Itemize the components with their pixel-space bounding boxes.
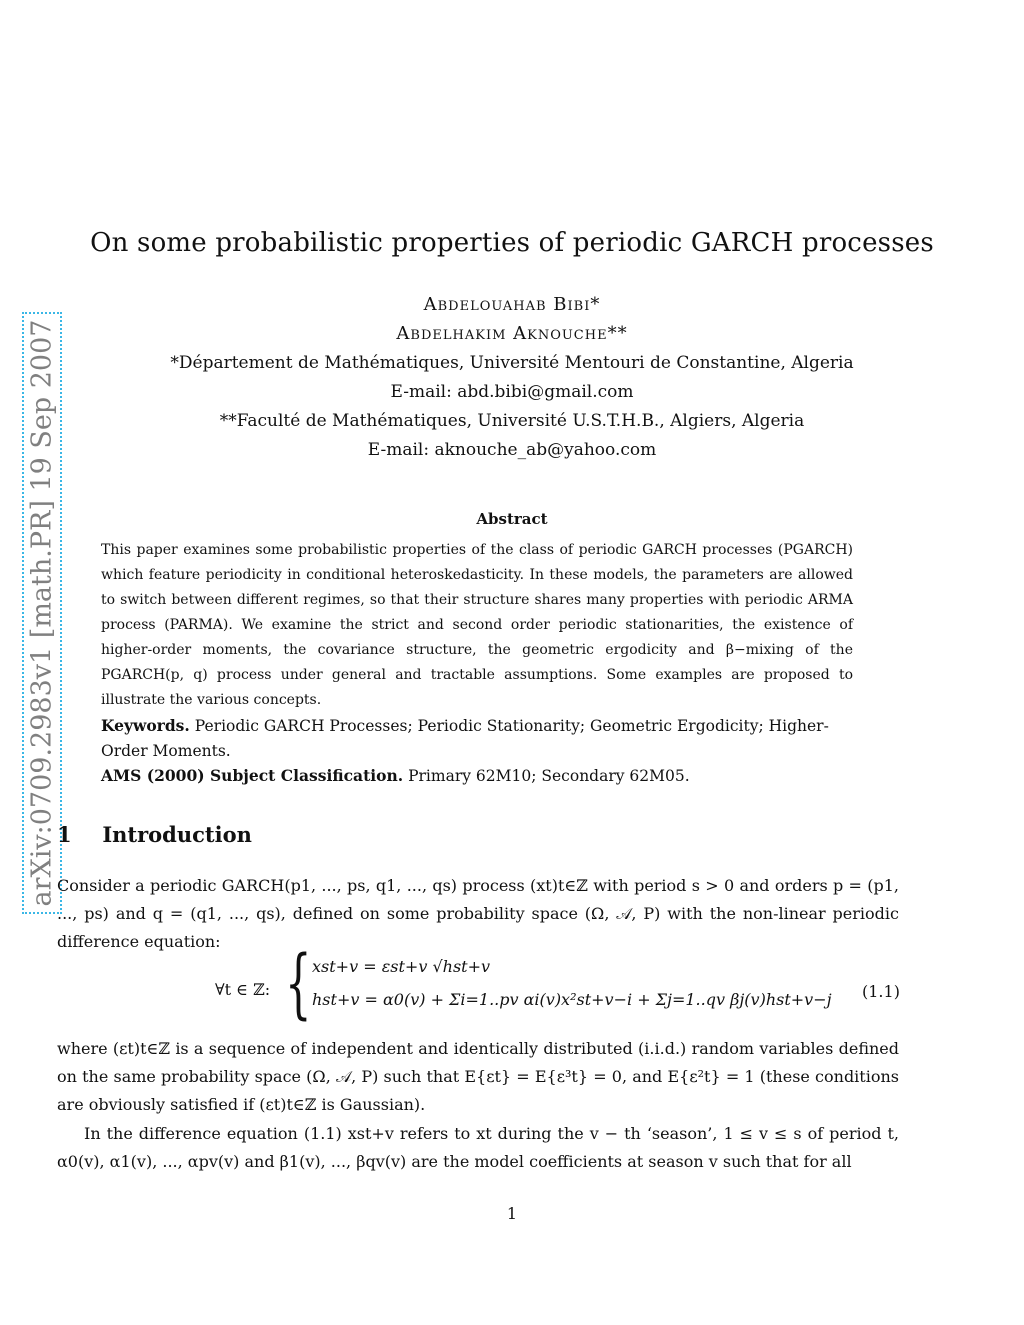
equation-line-2: hst+v = α0(v) + Σi=1..pv αi(v)x²st+v−i + Σj=1..qv βj(v)hst+v−j [312, 990, 832, 1009]
abstract-text: This paper examines some probabilistic properties of the class of periodic GARCH processes (PGARCH) which feature periodicity in conditional heteroskedasticity. In these models, the parameters are allowed to switch between different regimes, so that their structure shares many properties with periodic ARMA process (PARMA). We examine the strict and second order periodic stationarities, the existence of higher-order moments, the covariance structure, the geometric ergodicity and β−mixing of the PGARCH(p, q) process under general and tractable assumptions. Some examples are proposed to illustrate the various concepts. [101, 542, 853, 708]
equation-tag: (1.1) [862, 982, 900, 1001]
eq-forall: ∀t ∈ ℤ: [215, 980, 271, 999]
equation-brace: { [285, 938, 312, 1027]
keywords-label: Keywords. [101, 716, 190, 735]
email-1: E-mail: abd.bibi@gmail.com [390, 382, 634, 402]
section-title: Introduction [102, 822, 252, 847]
arxiv-stamp-text: arXiv:0709.2983v1 [math.PR] 19 Sep 2007 [26, 319, 58, 907]
paragraph-2: where (εt)t∈ℤ is a sequence of independent and identically distributed (i.i.d.) random variables defined on the same probability space (Ω, 𝒜, P) such that E{εt} = E{ε³t} = 0, and E{ε²t} = 1 (these conditions are obviously satisfied if (εt)t∈ℤ is Gaussian). [57, 1039, 899, 1114]
paragraph-1: Consider a periodic GARCH(p1, ..., ps, q1, ..., qs) process (xt)t∈ℤ with period s > 0 and orders p = (p1, ..., ps) and q = (q1, ..., qs), defined on some probability space (Ω, 𝒜, P) with the non-linear periodic difference equation: [57, 876, 899, 951]
email-2: E-mail: aknouche_ab@yahoo.com [367, 440, 657, 460]
section-heading [57, 822, 252, 847]
author-1: Abdelouahab Bibi* [423, 294, 601, 315]
paragraph-3: In the difference equation (1.1) xst+v refers to xt during the v − th ‘season’, 1 ≤ v ≤ s of period t, α0(v), α1(v), ..., αpv(v) and β1(v), ..., βqv(v) are the model coefficients at season v such that for all [57, 1124, 899, 1171]
ams-classification [101, 763, 853, 789]
section-number: 1 [57, 822, 72, 847]
author-2: Abdelhakim Aknouche** [396, 323, 628, 344]
ams-text: Primary 62M10; Secondary 62M05. [408, 767, 690, 785]
affiliation-2: **Faculté de Mathématiques, Université U.S.T.H.B., Algiers, Algeria [219, 411, 805, 431]
keywords [101, 713, 853, 764]
abstract-heading: Abstract [476, 510, 548, 528]
paper-title: On some probabilistic properties of periodic GARCH processes [90, 228, 934, 258]
ams-label: AMS (2000) Subject Classification. [101, 766, 404, 785]
equation-line-1: xst+v = εst+v √hst+v [312, 957, 491, 976]
page-number: 1 [506, 1204, 518, 1223]
affiliation-1: *Département de Mathématiques, Université Mentouri de Constantine, Algeria [170, 353, 854, 373]
keywords-text: Periodic GARCH Processes; Periodic Stationarity; Geometric Ergodicity; Higher-Order Moments. [101, 717, 829, 760]
